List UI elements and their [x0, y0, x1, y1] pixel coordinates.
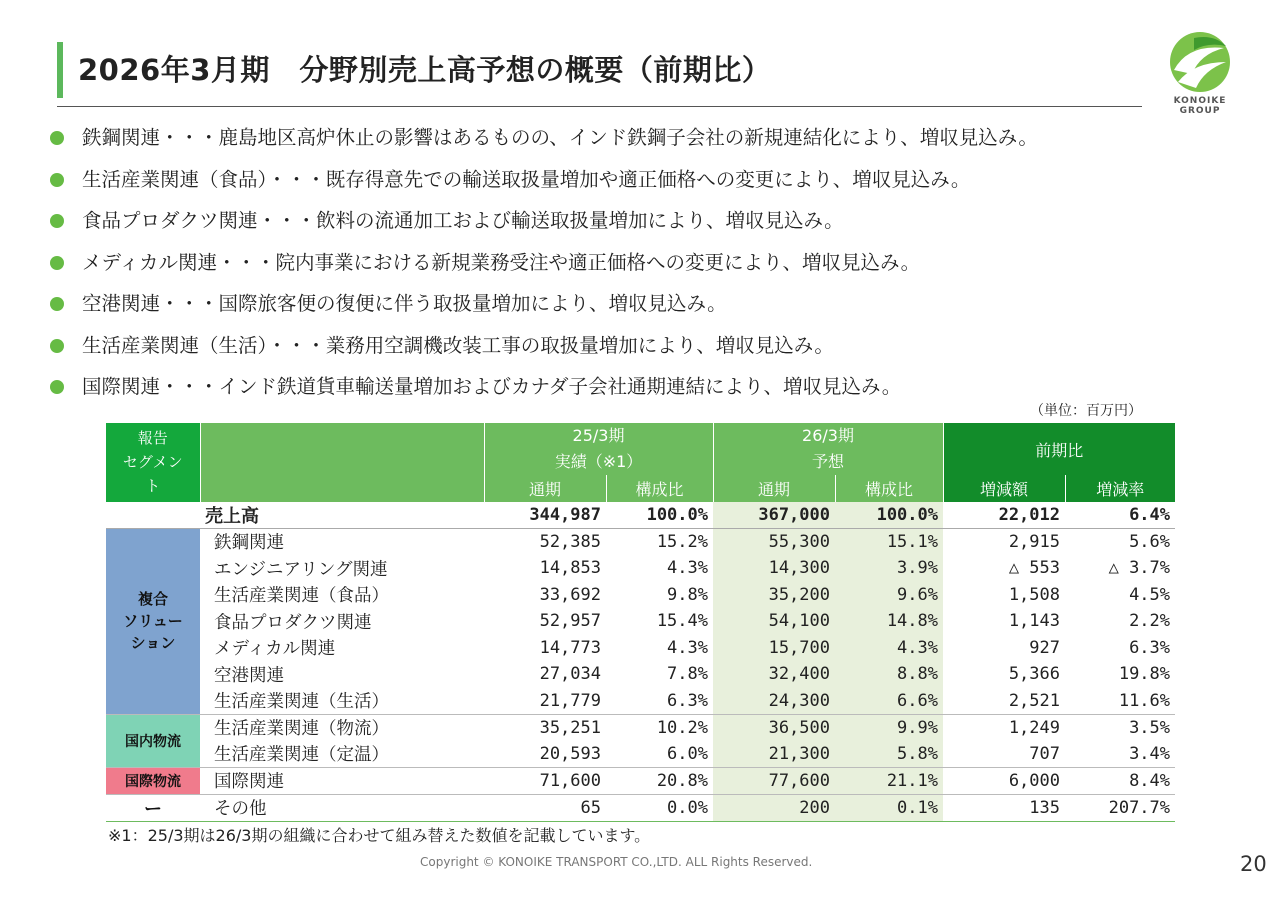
table-row: ー その他 65 0.0% 200 0.1% 135 207.7%: [106, 794, 1175, 821]
segment-kokusai-logistics: 国際物流: [106, 768, 200, 795]
bullet-list: [50, 122, 1250, 413]
col-composition-actual: 構成比: [606, 475, 713, 502]
table-row: 食品プロダクツ関連 52,957 15.4% 54,100 14.8% 1,143 2.2%: [106, 608, 1175, 635]
bullet-dot-icon: [50, 297, 64, 311]
col-change-amount: 増減額: [943, 475, 1065, 502]
bullet-dot-icon: [50, 339, 64, 353]
page-title: 2026年3月期 分野別売上高予想の概要（前期比）: [78, 53, 772, 87]
bullet-item: 空港関連・・・国際旅客便の復便に伴う取扱量増加により、増収見込み。: [50, 288, 1250, 330]
table-row-total: 売上高 344,987 100.0% 367,000 100.0% 22,012 6.4%: [106, 502, 1175, 529]
table-row: 国内物流 生活産業関連（物流） 35,251 10.2% 36,500 9.9% 1,249 3.5%: [106, 714, 1175, 741]
table-row: 空港関連 27,034 7.8% 32,400 8.8% 5,366 19.8%: [106, 661, 1175, 688]
bullet-item: 生活産業関連（生活）・・・業務用空調機改装工事の取扱量増加により、増収見込み。: [50, 330, 1250, 372]
bullet-dot-icon: [50, 380, 64, 394]
bullet-item: メディカル関連・・・院内事業における新規業務受注や適正価格への変更により、増収見込み。: [50, 247, 1250, 289]
yoy-header: 前期比: [943, 423, 1175, 475]
copyright-notice: Copyright © KONOIKE TRANSPORT CO.,LTD. ALL Rights Reserved.: [420, 855, 813, 869]
bullet-item: 国際関連・・・インド鉄道貨車輸送量増加およびカナダ子会社通期連結により、増収見込み。: [50, 371, 1250, 413]
bullet-item: 鉄鋼関連・・・鹿島地区高炉休止の影響はあるものの、インド鉄鋼子会社の新規連結化により、増収見込み。: [50, 122, 1250, 164]
bullet-dot-icon: [50, 173, 64, 187]
footnote: ※1：25/3期は26/3期の組織に合わせて組み替えた数値を記載しています。: [108, 826, 651, 845]
bullet-dot-icon: [50, 214, 64, 228]
page-number: 20: [1240, 852, 1267, 876]
segment-kokunai-logistics: 国内物流: [106, 714, 200, 767]
unit-label: （単位：百万円）: [1030, 403, 1142, 419]
table-row: 複合 ソリュー ション 鉄鋼関連 52,385 15.2% 55,300 15.1% 2,915 5.6%: [106, 528, 1175, 555]
forecast-header: 26/3期 予想: [713, 423, 943, 475]
segment-other: ー: [106, 794, 200, 821]
table-row: 生活産業関連（食品） 33,692 9.8% 35,200 9.6% 1,508 4.5%: [106, 581, 1175, 608]
bullet-item: 生活産業関連（食品）・・・既存得意先での輸送取扱量増加や適正価格への変更により、増収見込み。: [50, 164, 1250, 206]
item-header: [200, 423, 484, 502]
segment-fukugo-solution: 複合 ソリュー ション: [106, 528, 200, 714]
table-row: 生活産業関連（生活） 21,779 6.3% 24,300 6.6% 2,521 11.6%: [106, 688, 1175, 715]
col-composition-forecast: 構成比: [835, 475, 943, 502]
bullet-item: 食品プロダクツ関連・・・飲料の流通加工および輸送取扱量増加により、増収見込み。: [50, 205, 1250, 247]
col-full-year-forecast: 通期: [713, 475, 835, 502]
col-change-rate: 増減率: [1065, 475, 1175, 502]
bullet-dot-icon: [50, 131, 64, 145]
title-divider: [57, 106, 1142, 107]
logo-wordmark: KONOIKE GROUP: [1173, 96, 1227, 116]
table-row: メディカル関連 14,773 4.3% 15,700 4.3% 927 6.3%: [106, 635, 1175, 662]
bullet-dot-icon: [50, 256, 64, 270]
segment-header: 報告 セグメン ト: [106, 423, 200, 502]
sales-forecast-table: [106, 423, 1175, 822]
table-row: 国際物流 国際関連 71,600 20.8% 77,600 21.1% 6,000 8.4%: [106, 768, 1175, 795]
col-full-year-actual: 通期: [484, 475, 606, 502]
title-accent-bar: [57, 42, 63, 98]
table-row: エンジニアリング関連 14,853 4.3% 14,300 3.9% △ 553 △ 3.7%: [106, 555, 1175, 582]
table-row: 生活産業関連（定温） 20,593 6.0% 21,300 5.8% 707 3.4%: [106, 741, 1175, 768]
actual-header: 25/3期 実績（※1）: [484, 423, 713, 475]
